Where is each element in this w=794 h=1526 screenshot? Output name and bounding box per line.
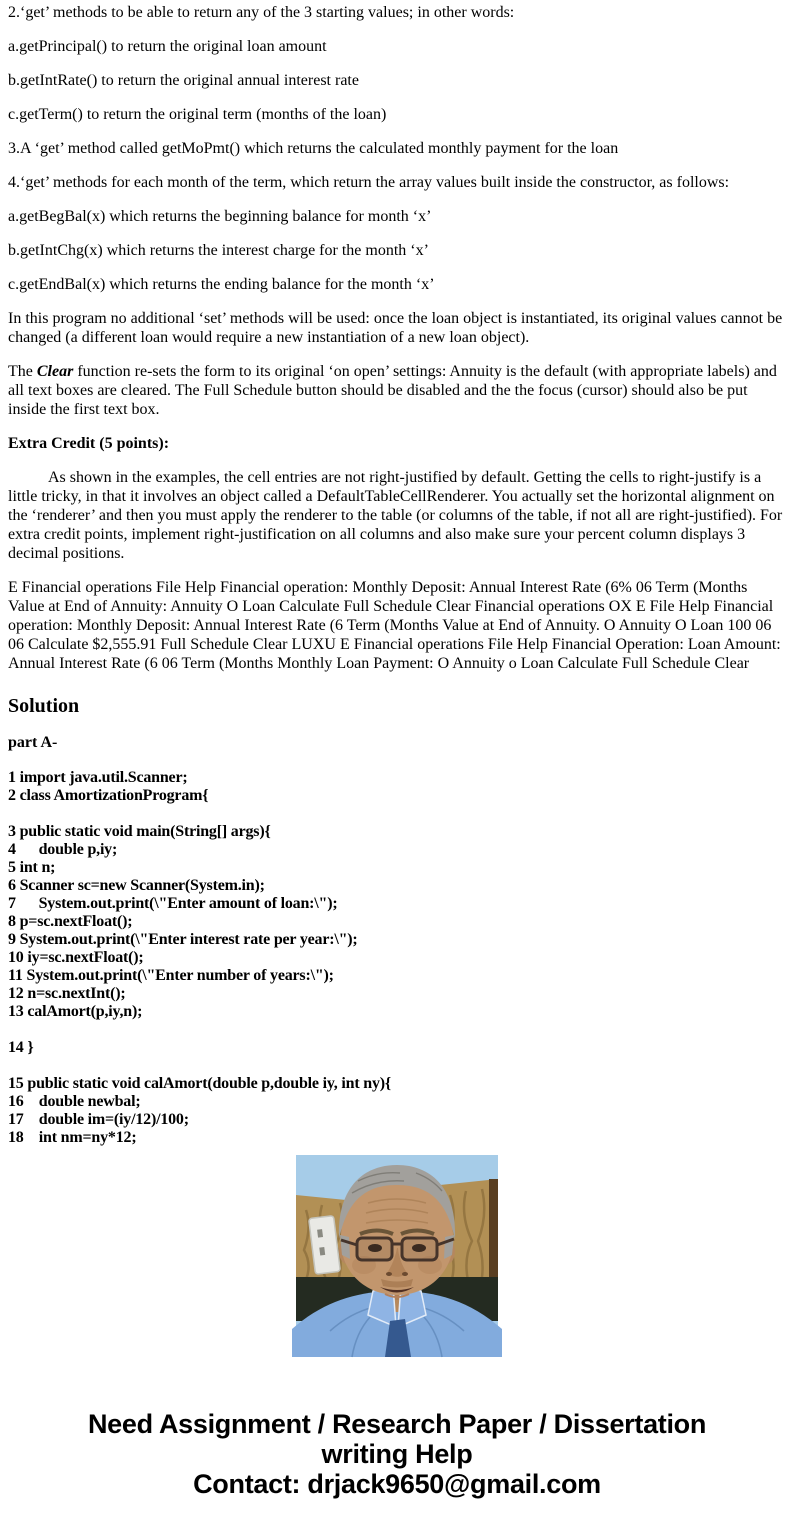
code-line: 18 int nm=ny*12; xyxy=(8,1129,137,1146)
code-line xyxy=(8,1057,786,1075)
code-line: 3 public static void main(String[] args){ xyxy=(8,823,271,840)
java-code-block xyxy=(8,769,786,1147)
paragraph-extra-credit: As shown in the examples, the cell entries are not right-justified by default. Getting the cells to right-justify is a little tricky, in that it involves an object called a DefaultTableCellRenderer. You actually set the horizontal alignment on the ‘renderer’ and then you must apply the renderer to the table (or columns of the table, if not all are right-justified). For extra credit points, implement right-justification on all columns and also make sure your percent column displays 3 decimal positions. xyxy=(8,469,783,562)
code-line: 8 p=sc.nextFloat(); xyxy=(8,913,133,930)
footer-banner xyxy=(0,1409,794,1499)
code-line: 11 System.out.print(\"Enter number of years:\"); xyxy=(8,967,334,984)
avatar xyxy=(296,1155,498,1357)
paragraph-clear-function xyxy=(8,362,786,419)
paragraph-get-term: c.getTerm() to return the original term (months of the loan) xyxy=(8,106,387,123)
code-line: 14 } xyxy=(8,1039,34,1056)
code-line: 13 calAmort(p,iy,n); xyxy=(8,1003,143,1020)
code-line: 9 System.out.print(\"Enter interest rate per year:\"); xyxy=(8,931,358,948)
paragraph-get-monthly: 4.‘get’ methods for each month of the term, which return the array values built inside the constructor, as follows: xyxy=(8,174,730,191)
paragraph-screens-ocr: E Financial operations File Help Financial operation: Monthly Deposit: Annual Interest Rate (6% 06 Term (Months Value at End of Annuity: Annuity O Loan Calculate Full Schedule Clear Financial operations OX E File Help Financial operation: Monthly Deposit: Annual Interest Rate (6 Term (Months Value at End of Annuity. O Annuity O Loan 100 06 06 Calculate $2,555.91 Full Schedule Clear LUXU E Financial operations File Help Financial Operation: Loan Amount: Annual Interest Rate (6 06 Term (Months Monthly Loan Payment: O Annuity o Loan Calculate Full Schedule Clear xyxy=(8,579,781,672)
document-page xyxy=(0,3,794,1526)
code-line: 6 Scanner sc=new Scanner(System.in); xyxy=(8,877,265,894)
code-line xyxy=(8,805,786,823)
code-line: 7 System.out.print(\"Enter amount of loan:\"); xyxy=(8,895,338,912)
clear-prefix: The xyxy=(8,363,37,380)
code-line: 16 double newbal; xyxy=(8,1093,141,1110)
code-line: 10 iy=sc.nextFloat(); xyxy=(8,949,144,966)
paragraph-get-begbal: a.getBegBal(x) which returns the beginning balance for month ‘x’ xyxy=(8,208,432,225)
footer-contact-email: Contact: drjack9650@gmail.com xyxy=(193,1469,601,1499)
paragraph-get-mopmt: 3.A ‘get’ method called getMoPmt() which returns the calculated monthly payment for the loan xyxy=(8,140,619,157)
code-line xyxy=(8,1021,786,1039)
code-line: 12 n=sc.nextInt(); xyxy=(8,985,126,1002)
code-line: 15 public static void calAmort(double p,double iy, int ny){ xyxy=(8,1075,391,1092)
extra-credit-heading: Extra Credit (5 points): xyxy=(8,435,170,452)
footer-line-2: writing Help xyxy=(321,1439,473,1469)
code-line: 4 double p,iy; xyxy=(8,841,118,858)
solution-heading: Solution xyxy=(8,695,80,717)
paragraph-get-intrate: b.getIntRate() to return the original annual interest rate xyxy=(8,72,359,89)
clear-word: Clear xyxy=(36,363,74,380)
paragraph-no-set-methods: In this program no additional ‘set’ methods will be used: once the loan object is instantiated, its original values cannot be changed (a different loan would require a new instantiation of a new loan object). xyxy=(8,310,783,346)
part-a-label: part A- xyxy=(8,734,58,751)
paragraph-get-intchg: b.getIntChg(x) which returns the interest charge for the month ‘x’ xyxy=(8,242,429,259)
paragraph-get-methods: 2.‘get’ methods to be able to return any of the 3 starting values; in other words: xyxy=(8,4,515,21)
code-line: 17 double im=(iy/12)/100; xyxy=(8,1111,189,1128)
footer-line-1: Need Assignment / Research Paper / Dissertation xyxy=(87,1409,707,1439)
paragraph-get-endbal: c.getEndBal(x) which returns the ending balance for the month ‘x’ xyxy=(8,276,435,293)
tutor-photo-illustration xyxy=(296,1155,498,1357)
code-line: 5 int n; xyxy=(8,859,56,876)
document-text-area xyxy=(0,3,794,1146)
paragraph-get-principal: a.getPrincipal() to return the original loan amount xyxy=(8,38,327,55)
code-line: 2 class AmortizationProgram{ xyxy=(8,787,209,804)
clear-rest: function re-sets the form to its original ‘on open’ settings: Annuity is the default (with appropriate labels) and all text boxes are cleared. The Full Schedule button should be disabled and the the focus (cursor) should also be put inside the first text box. xyxy=(8,363,777,418)
code-line: 1 import java.util.Scanner; xyxy=(8,769,188,786)
